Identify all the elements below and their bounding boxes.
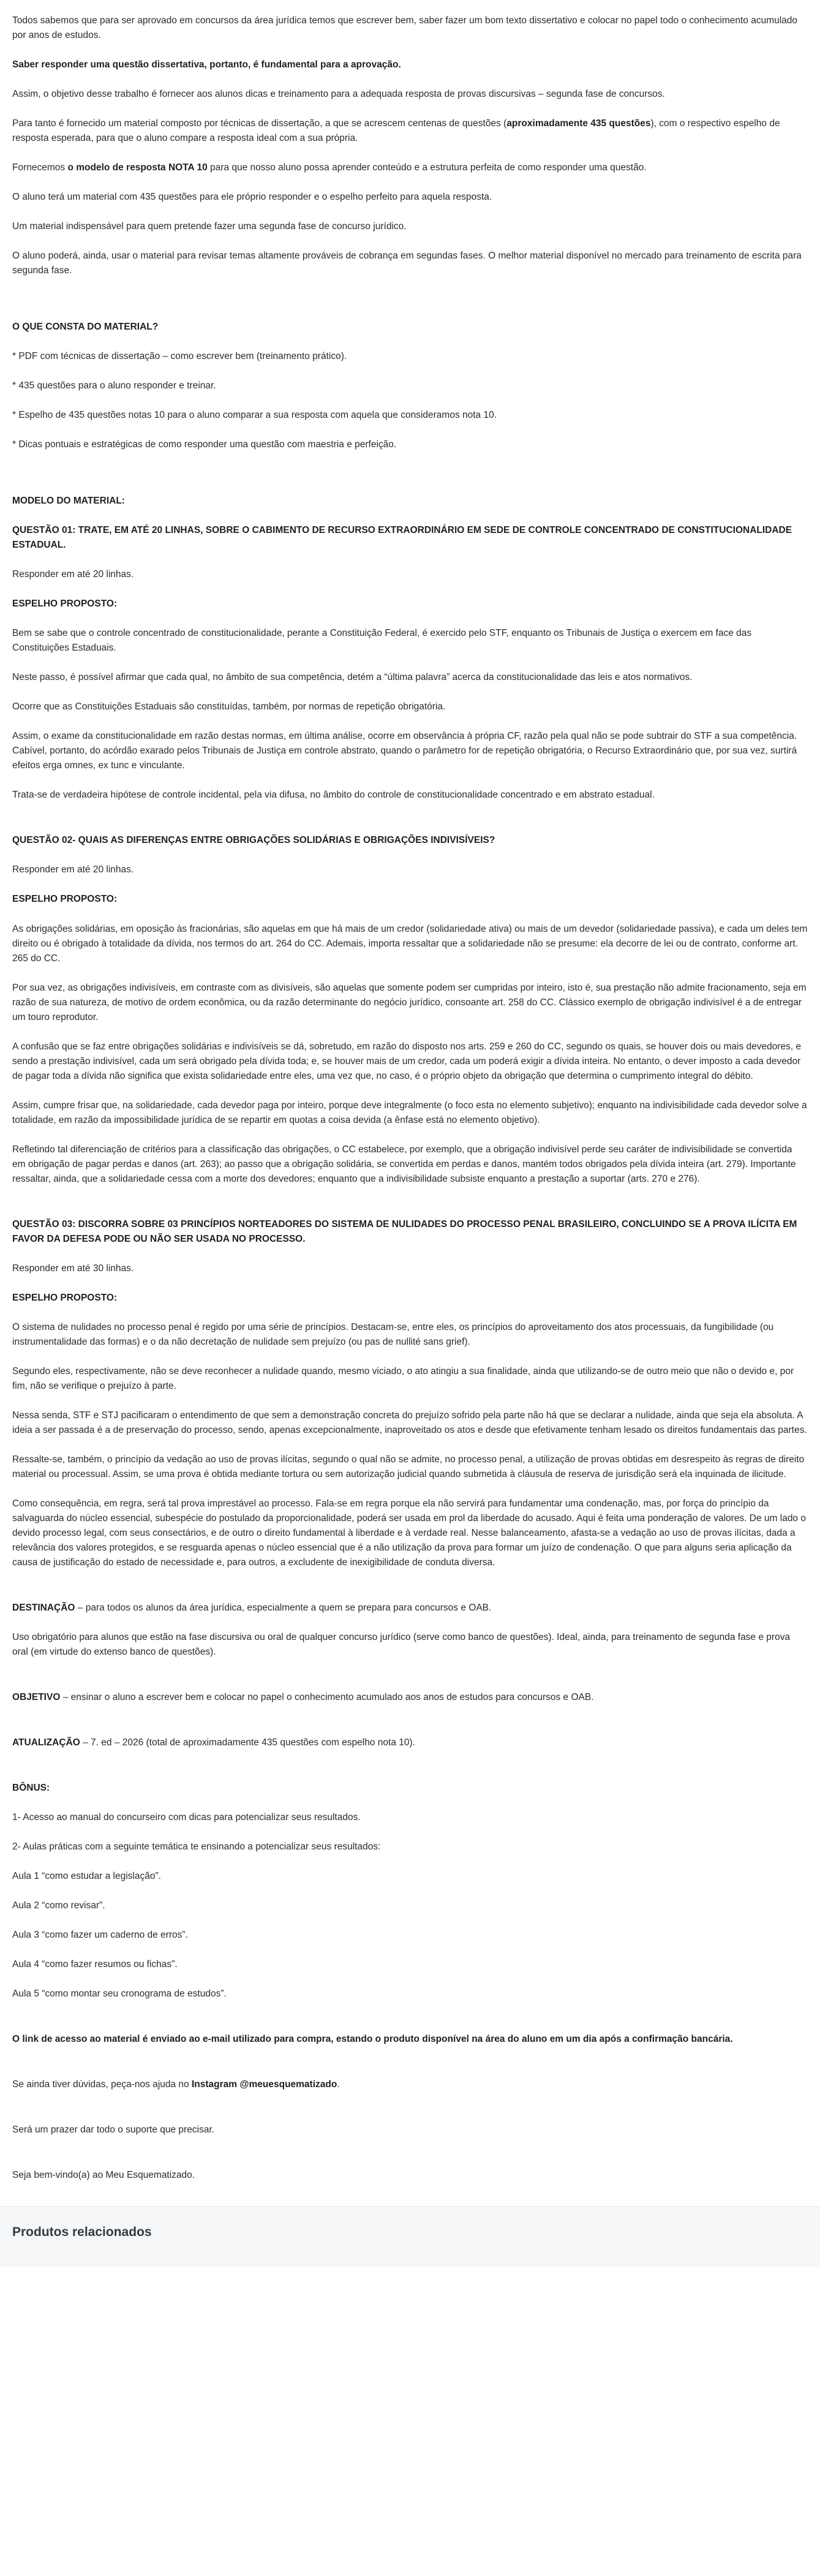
model-answer-highlight: o modelo de resposta NOTA 10 bbox=[67, 162, 208, 173]
answer-paragraph: Assim, o exame da constitucionalidade em razão destas normas, em última análise, ocorre em observância à própria CF, razão pela qual não se pode subtrair do STF a sua competência. Cabível, portanto, do acórdão exarado pelos Tribunais de Justiça em controle abstrato, quando o parâmetro for de repetição obrigatória, o Recurso Extraordinário que, por sua vez, surtirá efeitos erga omnes, ex tunc e vinculante. bbox=[12, 731, 797, 771]
answer-limit: Responder em até 20 linhas. bbox=[12, 569, 134, 580]
welcome-line: Seja bem-vindo(a) ao Meu Esquematizado. bbox=[12, 2170, 195, 2181]
model-heading bbox=[12, 494, 808, 508]
model-heading-text: MODELO DO MATERIAL: bbox=[12, 496, 125, 507]
bonus-lesson: Aula 4 “como fazer resumos ou fichas”. bbox=[12, 1959, 178, 1970]
intro-paragraph-5-text-a: Fornecemos bbox=[12, 162, 68, 173]
intro-paragraph-8: O aluno poderá, ainda, usar o material para revisar temas altamente prováveis de cobrança em segundas fases. O melhor material disponível no mercado para treinamento de escrita para segunda fase. bbox=[12, 251, 802, 276]
answer-paragraph: Ocorre que as Constituições Estaduais são constituídas, também, por normas de repetição obrigatória. bbox=[12, 701, 446, 712]
answer-paragraph: O sistema de nulidades no processo penal é regido por uma série de princípios. Destacam-se, entre eles, os princípios do aproveitamento dos atos processuais, da fungibilidade (ou instrumentalidade das formas) e o da não decretação de nulidade sem prejuízo (ou pas de nullité sans grief). bbox=[12, 1321, 774, 1347]
answer-paragraph: Por sua vez, as obrigações indivisíveis, em contraste com as divisíveis, são aquelas que somente podem ser cumpridas por inteiro, isto é, sua prestação não admite fracionamento, seja em razão de sua natureza, de motivo de ordem econômica, ou da razão determinante do negócio jurídico, consoante art. 258 do CC. Clássico exemplo de obrigação indivisível é a de entregar um touro reprodutor. bbox=[12, 982, 807, 1022]
intro-paragraph-3: Assim, o objetivo desse trabalho é fornecer aos alunos dicas e treinamento para a adequada resposta de provas discursivas – segunda fase de concursos. bbox=[12, 89, 665, 100]
answer-paragraph: Refletindo tal diferenciação de critérios para a classificação das obrigações, o CC estabelece, por exemplo, que a obrigação indivisível perde seu caráter de indivisibilidade se convertida em obrigação de pagar perdas e danos (art. 263); ao passo que a obrigação solidária, se convertida em perdas e danos, mantém todos obrigados pela dívida inteira (art. 279). Importante ressaltar, ainda, que a solidariedade cessa com a morte dos devedores; enquanto que a indivisibilidade subsiste enquanto a prestação a suportar (arts. 270 e 276). bbox=[12, 1144, 796, 1184]
intro-paragraph-5 bbox=[12, 161, 808, 175]
update-line bbox=[12, 1736, 808, 1750]
intro-paragraph-6: O aluno terá um material com 435 questões para ele próprio responder e o espelho perfeito para aquela resposta. bbox=[12, 192, 492, 203]
question-title-text: QUESTÃO 01: TRATE, EM ATÉ 20 LINHAS, SOBRE O CABIMENTO DE RECURSO EXTRAORDINÁRIO EM SEDE DE CONTROLE CONCENTRADO DE CONSTITUCIONALIDADE ESTADUAL. bbox=[12, 525, 792, 551]
intro-paragraph-4-text-b: ), com o respectivo espelho de resposta esperada, para que o aluno compare a resposta ideal com a sua própria. bbox=[12, 118, 780, 144]
question-title bbox=[12, 523, 808, 553]
intro-highlight: Saber responder uma questão dissertativa, portanto, é fundamental para a aprovação. bbox=[12, 59, 401, 70]
answer-paragraph: Trata-se de verdadeira hipótese de controle incidental, pela via difusa, no âmbito do controle de constitucionalidade concentrado e em abstrato estadual. bbox=[12, 790, 655, 801]
question-3 bbox=[12, 1217, 808, 1570]
model-section bbox=[12, 494, 808, 1570]
answer-limit: Responder em até 30 linhas. bbox=[12, 1263, 134, 1274]
bonus-lesson: Aula 3 “como fazer um caderno de erros”. bbox=[12, 1930, 188, 1941]
question-1 bbox=[12, 523, 808, 803]
spacer bbox=[12, 817, 808, 833]
content-heading-text: O QUE CONSTA DO MATERIAL? bbox=[12, 322, 159, 333]
answer-paragraph: Ressalte-se, também, o princípio da vedação ao uso de provas ilícitas, segundo o qual não se admite, no processo penal, a utilização de provas obtidas em desrespeito às regras de direito material ou processual. Assim, se uma prova é obtida mediante tortura ou sem autorização judicial quando submetida à cláusula de reserva de jurisdição será ela inquinada de ilicitude. bbox=[12, 1454, 805, 1479]
answer-paragraph: A confusão que se faz entre obrigações solidárias e indivisíveis se dá, sobretudo, em razão do disposto nos arts. 259 e 260 do CC, segundo os quais, se houver dois ou mais devedores, e sendo a prestação indivisível, cada um será obrigado pela dívida toda; e, se houver mais de um credor, cada um poderá exigir a dívida inteira. No entanto, o dever imposto a cada devedor de pagar toda a dívida não significa que exista solidariedade entre eles, uma vez que, no caso, é o próprio objeto da obrigação que determina o cumprimento integral do débito. bbox=[12, 1041, 802, 1081]
intro-paragraph-2 bbox=[12, 58, 808, 72]
answer-paragraph: Bem se sabe que o controle concentrado de constitucionalidade, perante a Constituição Federal, é exercido pelo STF, enquanto os Tribunais de Justiça o exercem em face das Constituições Estaduais. bbox=[12, 628, 752, 654]
spacer bbox=[12, 1585, 808, 1601]
content-item: * 435 questões para o aluno responder e treinar. bbox=[12, 380, 216, 391]
objective-text: – ensinar o aluno a escrever bem e colocar no papel o conhecimento acumulado aos anos de estudos para concursos e OAB. bbox=[60, 1692, 594, 1703]
content-item: * Dicas pontuais e estratégicas de como responder uma questão com maestria e perfeição. bbox=[12, 439, 397, 450]
content-item: * PDF com técnicas de dissertação – como escrever bem (treinamento prático). bbox=[12, 351, 347, 362]
spacer bbox=[12, 2061, 808, 2077]
answer-limit: Responder em até 20 linhas. bbox=[12, 864, 134, 875]
objective-label: OBJETIVO bbox=[12, 1692, 61, 1703]
objective-line bbox=[12, 1690, 808, 1705]
usage-line: Uso obrigatório para alunos que estão na fase discursiva ou oral de qualquer concurso jurídico (serve como banco de questões). Ideal, ainda, para treinamento de segunda fase e prova oral (em virtude do extenso banco de questões). bbox=[12, 1632, 791, 1658]
help-line bbox=[12, 2077, 808, 2092]
spacer bbox=[12, 1201, 808, 1217]
bonus-item: 2- Aulas práticas com a seguinte temática te ensinando a potencializar seus resultados: bbox=[12, 1841, 381, 1853]
question-title bbox=[12, 1217, 808, 1247]
bonus-item: 1- Acesso ao manual do concurseiro com dicas para potencializar seus resultados. bbox=[12, 1812, 361, 1823]
closing-section bbox=[12, 2032, 808, 2183]
bonus-lesson: Aula 5 “como montar seu cronograma de estudos”. bbox=[12, 1989, 227, 2000]
spacer bbox=[12, 1674, 808, 1690]
answer-paragraph: As obrigações solidárias, em oposição às fracionárias, são aquelas em que há mais de um credor (solidariedade ativa) ou mais de um devedor (solidariedade passiva), e cada um deles tem direito ou é obrigado à totalidade da dívida, nos termos do art. 264 do CC. Ademais, importa ressaltar que a solidariedade não se presume: ela decorre de lei ou de contrato, conforme art. 265 do CC. bbox=[12, 923, 808, 964]
destination-text: – para todos os alunos da área jurídica, especialmente a quem se prepara para concursos e OAB. bbox=[75, 1602, 492, 1613]
answer-paragraph: Segundo eles, respectivamente, não se deve reconhecer a nulidade quando, mesmo viciado, o ato atingiu a sua finalidade, ainda que utilizando-se de outro meio que não o devido e, por fim, não se verifique o prejuízo à parte. bbox=[12, 1365, 794, 1391]
answer-label bbox=[12, 892, 808, 907]
details-section bbox=[12, 1601, 808, 1750]
spacer bbox=[12, 467, 808, 494]
answer-paragraph: Nessa senda, STF e STJ pacificaram o entendimento de que sem a demonstração concreta do prejuízo sofrido pela parte não há que se declarar a nulidade, ainda que seja ela absoluta. A ideia a ser passada é a de preservação do processo, sendo, apenas excepcionalmente, inaproveitado os atos e desde que efetivamente tenham lesado os direitos fundamentais das partes. bbox=[12, 1410, 807, 1435]
answer-label-text: ESPELHO PROPOSTO: bbox=[12, 894, 118, 905]
update-text: – 7. ed – 2026 (total de aproximadamente 435 questões com espelho nota 10). bbox=[80, 1737, 415, 1748]
bonus-heading bbox=[12, 1781, 808, 1796]
spacer bbox=[12, 293, 808, 320]
support-line: Será um prazer dar todo o suporte que precisar. bbox=[12, 2125, 214, 2136]
access-notice bbox=[12, 2032, 808, 2047]
answer-paragraph: Como consequência, em regra, será tal prova imprestável ao processo. Fala-se em regra porque ela não servirá para fundamentar uma condenação, mas, por força do princípio da salvaguarda do núcleo essencial, subespécie do postulado da proporcionalidade, poderá ser usada em prol da liberdade do acusado. Aqui é feita uma ponderação de valores. De um lado o devido processo legal, com seus consectários, e de outro o direito fundamental à liberdade e à verdade real. Nesse balanceamento, afasta-se a vedação ao uso de provas ilícitas, dada a relevância dos valores protegidos, e se resguarda apenas o núcleo essencial que é a não utilização da prova para formar um juízo de condenação. O que para alguns seria aplicação da causa de justificação do estado de necessidade e, para outros, a excludente de inexigibilidade de conduta diversa. bbox=[12, 1498, 806, 1568]
help-text-b: . bbox=[337, 2079, 340, 2090]
intro-paragraph-5-text-b: para que nosso aluno possa aprender conteúdo e a estrutura perfeita de como responder uma questão. bbox=[207, 162, 647, 173]
spacer bbox=[12, 2016, 808, 2032]
content-item: * Espelho de 435 questões notas 10 para o aluno comparar a sua resposta com aquela que consideramos nota 10. bbox=[12, 410, 497, 421]
destination-line bbox=[12, 1601, 808, 1615]
answer-label bbox=[12, 1291, 808, 1305]
intro-paragraph-1: Todos sabemos que para ser aprovado em concursos da área jurídica temos que escrever bem, saber fazer um bom texto dissertativo e colocar no papel todo o conhecimento acumulado por anos de estudos. bbox=[12, 15, 798, 41]
help-text-a: Se ainda tiver dúvidas, peça-nos ajuda no bbox=[12, 2079, 192, 2090]
destination-label: DESTINAÇÃO bbox=[12, 1602, 75, 1613]
related-products-title: Produtos relacionados bbox=[12, 2225, 152, 2240]
question-title bbox=[12, 833, 808, 848]
product-description bbox=[12, 0, 808, 2267]
intro-section bbox=[12, 13, 808, 278]
answer-label-text: ESPELHO PROPOSTO: bbox=[12, 1292, 118, 1303]
access-notice-text: O link de acesso ao material é enviado ao e-mail utilizado para compra, estando o produto disponível na área do aluno em um dia após a confirmação bancária. bbox=[12, 2034, 733, 2045]
spacer bbox=[12, 2152, 808, 2168]
content-heading bbox=[12, 320, 808, 334]
question-title-text: QUESTÃO 02- QUAIS AS DIFERENÇAS ENTRE OBRIGAÇÕES SOLIDÁRIAS E OBRIGAÇÕES INDIVISÍVEIS? bbox=[12, 835, 495, 846]
intro-paragraph-4 bbox=[12, 116, 808, 146]
answer-paragraph: Neste passo, é possível afirmar que cada qual, no âmbito de sua competência, detém a “última palavra” acerca da constitucionalidade das leis e atos normativos. bbox=[12, 672, 693, 683]
spacer bbox=[12, 1765, 808, 1781]
intro-paragraph-4-text-a: Para tanto é fornecido um material composto por técnicas de dissertação, a que se acrescem centenas de questões ( bbox=[12, 118, 507, 129]
update-label: ATUALIZAÇÃO bbox=[12, 1737, 80, 1748]
question-count-highlight: aproximadamente 435 questões bbox=[506, 118, 651, 129]
bonus-lesson: Aula 2 “como revisar”. bbox=[12, 1900, 105, 1911]
instagram-handle: Instagram @meuesquematizado bbox=[191, 2079, 337, 2090]
answer-label-text: ESPELHO PROPOSTO: bbox=[12, 599, 118, 610]
bonus-section bbox=[12, 1781, 808, 2001]
spacer bbox=[12, 2107, 808, 2123]
answer-label bbox=[12, 597, 808, 611]
content-section bbox=[12, 320, 808, 452]
bonus-heading-text: BÔNUS: bbox=[12, 1783, 50, 1794]
bonus-lesson: Aula 1 “como estudar a legislação”. bbox=[12, 1871, 161, 1882]
question-title-text: QUESTÃO 03: DISCORRA SOBRE 03 PRINCÍPIOS NORTEADORES DO SISTEMA DE NULIDADES DO PROCESSO PENAL BRASILEIRO, CONCLUINDO SE A PROVA ILÍCITA EM FAVOR DA DEFESA PODE OU NÃO SER USADA NO PROCESSO. bbox=[12, 1218, 797, 1244]
question-2 bbox=[12, 833, 808, 1186]
intro-paragraph-7: Um material indispensável para quem pretende fazer uma segunda fase de concurso jurídico. bbox=[12, 221, 407, 232]
spacer bbox=[12, 1720, 808, 1736]
answer-paragraph: Assim, cumpre frisar que, na solidariedade, cada devedor paga por inteiro, porque deve integralmente (o foco esta no elemento subjetivo); enquanto na indivisibilidade cada devedor solve a totalidade, em razão da impossibilidade jurídica de se repartir em quotas a coisa devida (a ênfase está no elemento objetivo). bbox=[12, 1100, 807, 1125]
related-products-section bbox=[0, 2206, 820, 2267]
